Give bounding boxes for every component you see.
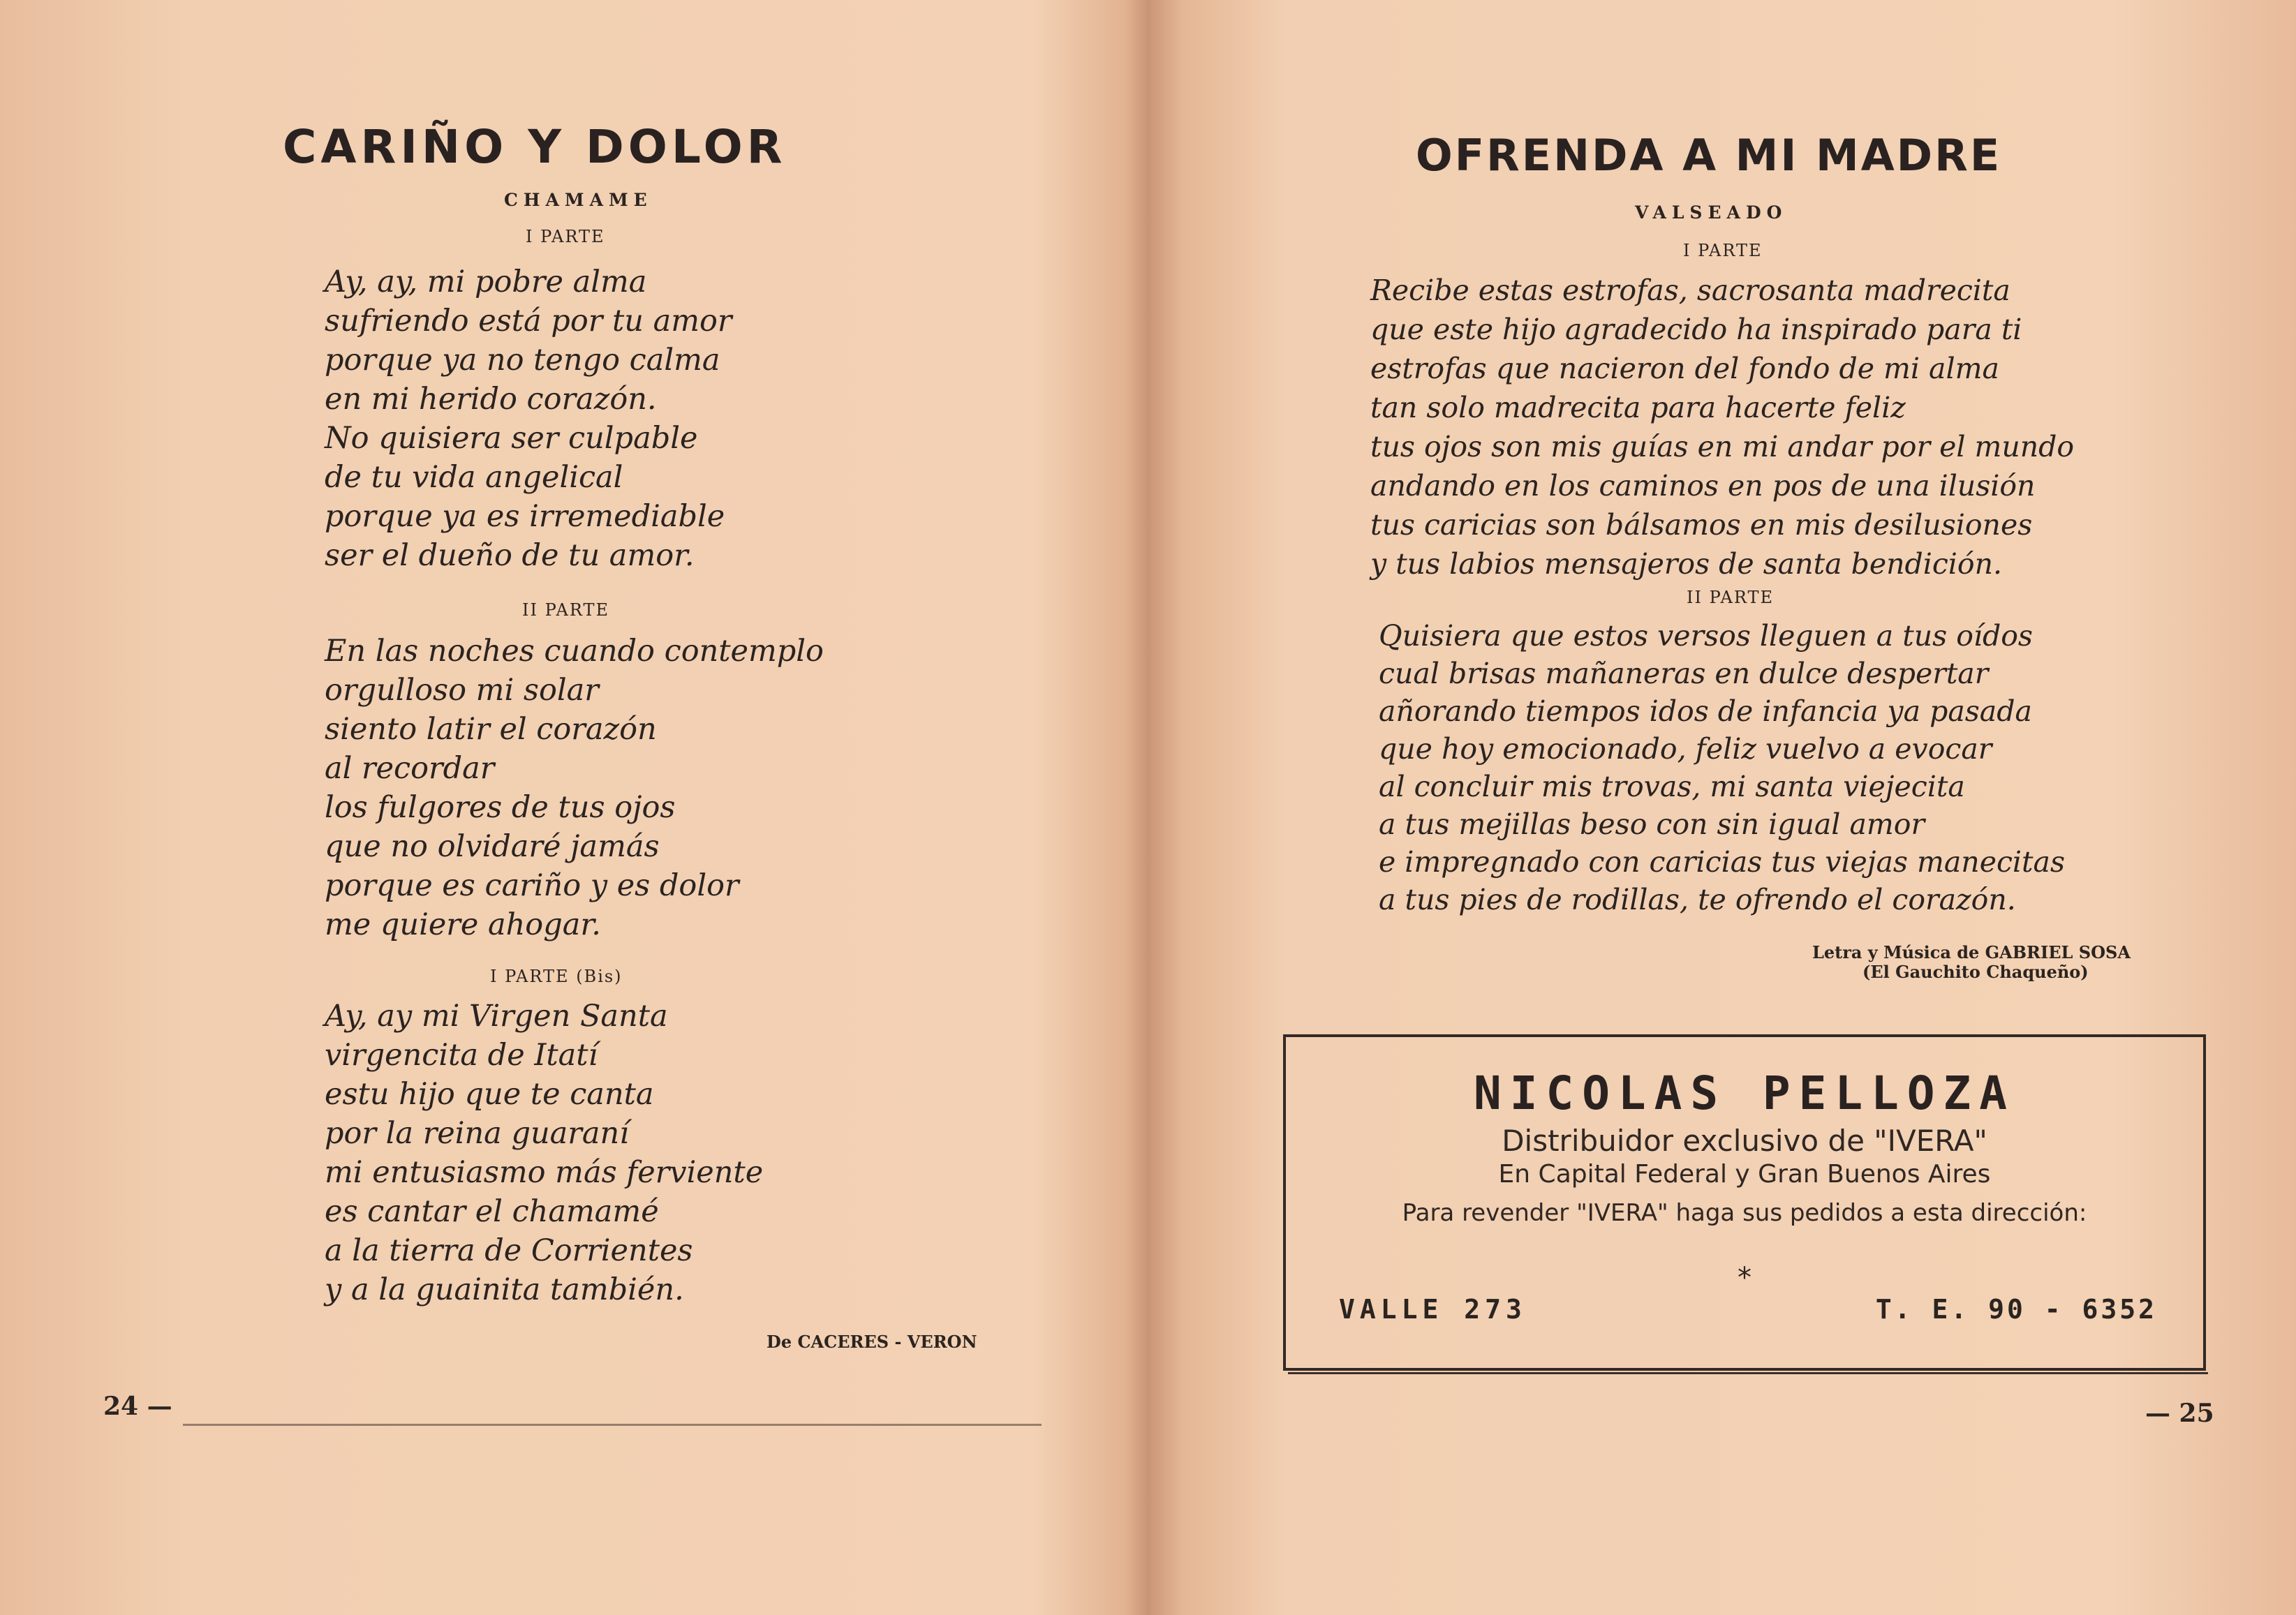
advertisement-box <box>1283 1034 2206 1371</box>
page-number-left: 24 — <box>103 1392 172 1421</box>
song-title-left: CARIÑO Y DOLOR <box>283 120 787 174</box>
song-credit-right-1: Letra y Música de GABRIEL SOSA <box>1812 942 2131 962</box>
verse-block-right-2 <box>1379 617 2065 918</box>
ad-line-2: En Capital Federal y Gran Buenos Aires <box>1498 1160 1991 1189</box>
verse-line: mi entusiasmo más ferviente <box>325 1155 764 1190</box>
song-genre-right: VALSEADO <box>1635 202 1788 223</box>
verse-line: de tu vida angelical <box>325 460 623 495</box>
verse-line: Ay, ay mi Virgen Santa <box>325 999 668 1034</box>
verse-line: tan solo madrecita para hacerte feliz <box>1370 391 1906 424</box>
verse-line: a la tierra de Corrientes <box>325 1233 693 1268</box>
verse-line: tus caricias son bálsamos en mis desilusiones <box>1370 508 2033 542</box>
verse-line: En las noches cuando contemplo <box>325 634 824 669</box>
part2-label-right: II PARTE <box>1687 588 1775 607</box>
verse-line: Ay, ay, mi pobre alma <box>325 265 647 299</box>
verse-line: los fulgores de tus ojos <box>325 790 676 825</box>
part3-label-left: I PARTE (Bis) <box>490 967 623 986</box>
verse-line: ser el dueño de tu amor. <box>325 538 695 573</box>
verse-block-left-3 <box>325 997 763 1309</box>
page-number-right: — 25 <box>2145 1399 2214 1428</box>
verse-line: virgencita de Itatí <box>325 1038 598 1073</box>
verse-line: en mi herido corazón. <box>325 382 657 417</box>
verse-line: porque ya es irremediable <box>325 499 725 534</box>
verse-line: estu hijo que te canta <box>325 1077 654 1112</box>
verse-line: No quisiera ser culpable <box>325 421 698 456</box>
verse-line: es cantar el chamamé <box>325 1194 659 1229</box>
verse-block-right-1 <box>1370 271 2074 583</box>
ad-bottom-rule <box>1288 1372 2208 1374</box>
verse-line: me quiere ahogar. <box>325 907 601 942</box>
ad-line-3: Para revender "IVERA" haga sus pedidos a esta dirección: <box>1402 1199 2087 1227</box>
verse-line: sufriendo está por tu amor <box>325 304 732 338</box>
verse-line: a tus mejillas beso con sin igual amor <box>1379 808 1925 841</box>
verse-line: siento latir el corazón <box>325 712 657 747</box>
part2-label-left: II PARTE <box>522 600 610 620</box>
ad-address: VALLE 273 <box>1339 1294 1527 1325</box>
verse-block-left-1 <box>325 262 732 575</box>
verse-line: y tus labios mensajeros de santa bendición. <box>1370 547 2003 581</box>
verse-line: al recordar <box>325 751 495 786</box>
left-page <box>0 0 1145 1615</box>
verse-line: porque es cariño y es dolor <box>325 868 739 903</box>
song-title-right: OFRENDA A MI MADRE <box>1416 130 2002 181</box>
verse-line: que hoy emocionado, feliz vuelvo a evocar <box>1379 732 1992 766</box>
ad-company-name: NICOLAS PELLOZA <box>1473 1066 2016 1120</box>
ad-phone: T. E. 90 - 6352 <box>1875 1294 2157 1325</box>
verse-line: y a la guainita también. <box>325 1272 684 1307</box>
song-genre-left: CHAMAME <box>504 190 653 210</box>
verse-line: a tus pies de rodillas, te ofrendo el corazón. <box>1379 883 2016 916</box>
verse-line: añorando tiempos idos de infancia ya pasada <box>1379 694 2032 728</box>
ad-line-1: Distribuidor exclusivo de "IVERA" <box>1502 1124 1987 1158</box>
ad-star-ornament: * <box>1738 1262 1751 1294</box>
verse-line: porque ya no tengo calma <box>325 343 720 378</box>
part1-label-right: I PARTE <box>1683 241 1763 260</box>
verse-block-left-2 <box>325 632 824 944</box>
footer-rule-left <box>183 1424 1042 1426</box>
verse-line: estrofas que nacieron del fondo de mi alma <box>1370 352 1999 385</box>
verse-line: que no olvidaré jamás <box>325 829 660 864</box>
verse-line: Quisiera que estos versos lleguen a tus oídos <box>1379 619 2033 653</box>
song-credit-left: De CACERES - VERON <box>766 1332 977 1352</box>
verse-line: tus ojos son mis guías en mi andar por el mundo <box>1370 430 2075 463</box>
verse-line: e impregnado con caricias tus viejas manecitas <box>1379 845 2065 879</box>
song-credit-right-2: (El Gauchito Chaqueño) <box>1862 962 2089 982</box>
verse-line: orgulloso mi solar <box>325 673 599 708</box>
part1-label-left: I PARTE <box>526 227 605 246</box>
verse-line: al concluir mis trovas, mi santa viejecita <box>1379 770 1965 803</box>
verse-line: andando en los caminos en pos de una ilusión <box>1370 469 2036 503</box>
verse-line: por la reina guaraní <box>325 1116 629 1151</box>
verse-line: Recibe estas estrofas, sacrosanta madrecita <box>1370 274 2010 307</box>
verse-line: cual brisas mañaneras en dulce despertar <box>1379 657 1989 690</box>
verse-line: que este hijo agradecido ha inspirado para ti <box>1370 313 2022 346</box>
